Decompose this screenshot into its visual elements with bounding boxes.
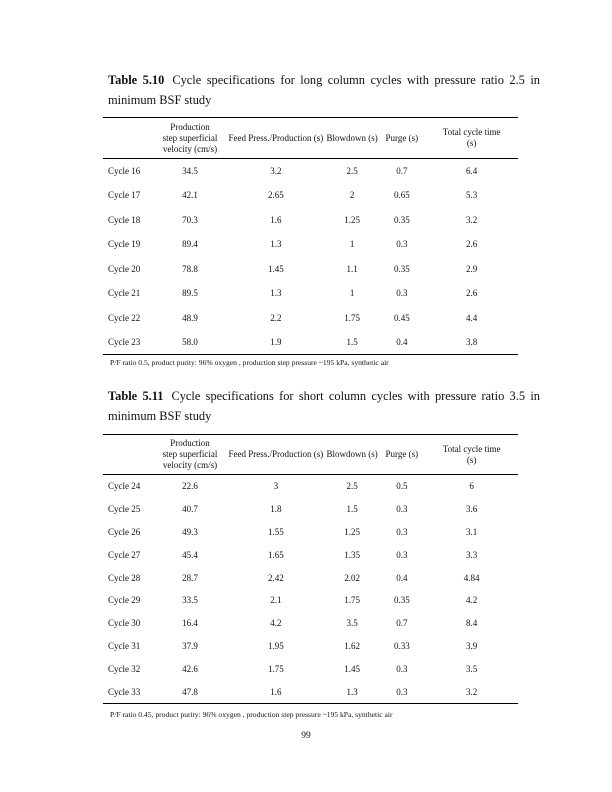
- caption-text: Cycle specifications for short column cycles with pressure ratio 3.5 in: [171, 389, 540, 403]
- table-cell: 0.35: [393, 595, 410, 606]
- table-cell: 1.6: [270, 214, 282, 225]
- table-cell: 0.33: [393, 641, 410, 652]
- column-header: Purge (s): [385, 449, 419, 459]
- table-cell: 4.2: [270, 618, 282, 629]
- table-cell: 6.4: [466, 166, 478, 176]
- column-header: [103, 435, 154, 475]
- table-cell: 2.9: [466, 263, 478, 274]
- table-cell: 1.1: [346, 263, 358, 274]
- table-cell: 33.5: [182, 595, 198, 606]
- table-cell: 3.8: [466, 337, 478, 347]
- table-cell: 3.2: [466, 214, 478, 225]
- table-cell: 2.6: [466, 288, 478, 299]
- table-cell: 1: [349, 239, 355, 250]
- table-cell: 8.4: [466, 618, 478, 629]
- table-cell: 1.45: [267, 263, 284, 274]
- caption-text: minimum BSF study: [108, 93, 212, 107]
- table-cell: 3.5: [346, 618, 358, 629]
- table-cell: 2.65: [267, 190, 284, 201]
- table-caption: [108, 70, 540, 110]
- table-row: [103, 520, 518, 543]
- table-label: Table 5.11: [108, 389, 164, 403]
- table-row: [103, 497, 518, 520]
- table-cell: 2.5: [346, 166, 358, 176]
- table-row: [103, 475, 518, 498]
- table-cell: 0.4: [396, 337, 408, 347]
- table-row: [103, 681, 518, 704]
- table-cell: 1.25: [344, 214, 360, 225]
- table-cell: 5.3: [466, 190, 478, 201]
- table-note: P/F ratio 0.5, product purity: 96% oxygen , production step pressure ~195 kPa, synthetic air: [110, 358, 389, 367]
- table-cell: 1.5: [346, 337, 358, 347]
- table-cell: 1.65: [267, 549, 284, 560]
- column-header: Purge (s): [385, 132, 419, 143]
- table-cell: 1.9: [270, 337, 282, 347]
- table-cell: 0.65: [393, 190, 410, 201]
- table-cell: 22.6: [182, 481, 198, 492]
- table-cell: 37.9: [182, 641, 198, 652]
- table-cell: 34.5: [182, 166, 198, 176]
- row-label: Cycle 25: [108, 503, 141, 514]
- table-cell: 2.02: [344, 572, 360, 583]
- table-cell: 6: [469, 481, 474, 492]
- table-row: [103, 658, 518, 681]
- column-header: Production step superficial velocity (cm/s): [162, 438, 218, 470]
- header-row: [103, 435, 518, 475]
- table-cell: 1.3: [346, 686, 358, 697]
- table-cell: 4.84: [463, 572, 480, 583]
- row-label: Cycle 26: [108, 526, 141, 537]
- table-cell: 0.3: [396, 549, 408, 560]
- row-label: Cycle 27: [108, 549, 141, 560]
- cycle-table-5-10: [103, 117, 518, 355]
- table-caption: [108, 386, 540, 426]
- table-cell: 70.3: [182, 214, 198, 225]
- table-cell: 3.2: [270, 166, 282, 176]
- row-label: Cycle 16: [108, 166, 141, 176]
- row-label: Cycle 33: [108, 686, 141, 697]
- caption-text: minimum BSF study: [108, 409, 212, 423]
- table-cell: 1.35: [344, 549, 360, 560]
- table-cell: 1.45: [344, 664, 360, 675]
- column-header: Blowdown (s): [326, 132, 378, 143]
- table-cell: 1.75: [344, 312, 360, 323]
- table-cell: 1.55: [267, 526, 284, 537]
- row-label: Cycle 18: [108, 214, 141, 225]
- table-cell: 89.4: [182, 239, 198, 250]
- table-cell: 0.7: [396, 618, 408, 629]
- table-cell: 49.3: [182, 526, 198, 537]
- table-cell: 45.4: [182, 549, 198, 560]
- column-header: [103, 118, 154, 159]
- column-header: Feed Press./Production (s): [228, 449, 324, 459]
- table-cell: 1.95: [267, 641, 284, 652]
- row-label: Cycle 21: [108, 288, 141, 299]
- table-cell: 3.2: [466, 686, 478, 697]
- table-row: [103, 330, 518, 355]
- table-cell: 3.6: [466, 503, 478, 514]
- table-cell: 58.0: [182, 337, 198, 347]
- row-label: Cycle 29: [108, 595, 141, 606]
- row-label: Cycle 28: [108, 572, 141, 583]
- table-cell: 0.3: [396, 686, 408, 697]
- table-cell: 0.35: [393, 263, 410, 274]
- table-cell: 0.5: [396, 481, 408, 492]
- column-header: Total cycle time (s): [442, 127, 501, 148]
- table-cell: 0.35: [393, 214, 410, 225]
- table-cell: 2.2: [270, 312, 282, 323]
- table-cell: 1.3: [270, 239, 282, 250]
- table-row: [103, 257, 518, 282]
- row-label: Cycle 22: [108, 312, 141, 323]
- table-cell: 16.4: [182, 618, 198, 629]
- row-label: Cycle 30: [108, 618, 141, 629]
- table-row: [103, 208, 518, 233]
- row-label: Cycle 31: [108, 641, 141, 652]
- table-row: [103, 306, 518, 331]
- table-cell: 3: [273, 481, 279, 492]
- table-cell: 0.45: [393, 312, 410, 323]
- table-cell: 78.8: [182, 263, 198, 274]
- table-row: [103, 566, 518, 589]
- table-cell: 2.5: [346, 481, 358, 492]
- table-row: [103, 183, 518, 208]
- table-cell: 1: [349, 288, 355, 299]
- page-number: 99: [301, 731, 311, 741]
- table-cell: 89.5: [182, 288, 198, 299]
- row-label: Cycle 19: [108, 239, 141, 250]
- table-cell: 1.25: [344, 526, 360, 537]
- table-cell: 40.7: [182, 503, 198, 514]
- table-row: [103, 159, 518, 184]
- row-label: Cycle 23: [108, 337, 141, 347]
- column-header: Total cycle time (s): [442, 443, 501, 465]
- table-cell: 42.6: [182, 664, 198, 675]
- table-cell: 1.62: [344, 641, 360, 652]
- table-row: [103, 232, 518, 257]
- table-cell: 28.7: [182, 572, 198, 583]
- table-cell: 3.3: [466, 549, 478, 560]
- cycle-table-5-11: [103, 434, 518, 704]
- table-cell: 1.3: [270, 288, 282, 299]
- table-cell: 2.6: [466, 239, 478, 250]
- row-label: Cycle 24: [108, 481, 141, 492]
- table-row: [103, 281, 518, 306]
- table-cell: 47.8: [182, 686, 198, 697]
- table-cell: 0.3: [396, 664, 408, 675]
- header-row: [103, 118, 518, 159]
- table-cell: 0.3: [396, 526, 408, 537]
- table-label: Table 5.10: [108, 73, 165, 87]
- table-cell: 3.5: [466, 664, 478, 675]
- table-cell: 0.3: [396, 288, 408, 299]
- table-cell: 3.9: [466, 641, 478, 652]
- row-label: Cycle 17: [108, 190, 141, 201]
- table-cell: 1.5: [346, 503, 358, 514]
- column-header: Blowdown (s): [326, 449, 378, 459]
- table-cell: 1.75: [344, 595, 360, 606]
- table-cell: 0.3: [396, 503, 408, 514]
- table-cell: 1.75: [267, 664, 284, 675]
- table-cell: 1.8: [270, 503, 282, 514]
- table-cell: 2: [349, 190, 355, 201]
- table-row: [103, 635, 518, 658]
- row-label: Cycle 32: [108, 664, 141, 675]
- table-cell: 3.1: [466, 526, 478, 537]
- column-header: Production step superficial velocity (cm/s): [162, 121, 218, 154]
- table-cell: 4.2: [466, 595, 478, 606]
- table-row: [103, 543, 518, 566]
- column-header: Feed Press./Production (s): [228, 132, 324, 143]
- table-cell: 0.3: [396, 239, 408, 250]
- row-label: Cycle 20: [108, 263, 141, 274]
- table-cell: 48.9: [182, 312, 198, 323]
- table-row: [103, 612, 518, 635]
- table-cell: 42.1: [182, 190, 198, 201]
- table-cell: 4.4: [466, 312, 478, 323]
- table-cell: 0.4: [396, 572, 408, 583]
- table-cell: 1.6: [270, 686, 282, 697]
- table-cell: 0.7: [396, 166, 408, 176]
- caption-text: Cycle specifications for long column cycles with pressure ratio 2.5 in: [172, 73, 540, 87]
- table-note: P/F ratio 0.45, product purity: 96% oxygen , production step pressure ~195 kPa, synthetic air: [110, 710, 393, 719]
- table-cell: 2.42: [267, 572, 284, 583]
- table-row: [103, 589, 518, 612]
- table-cell: 2.1: [270, 595, 282, 606]
